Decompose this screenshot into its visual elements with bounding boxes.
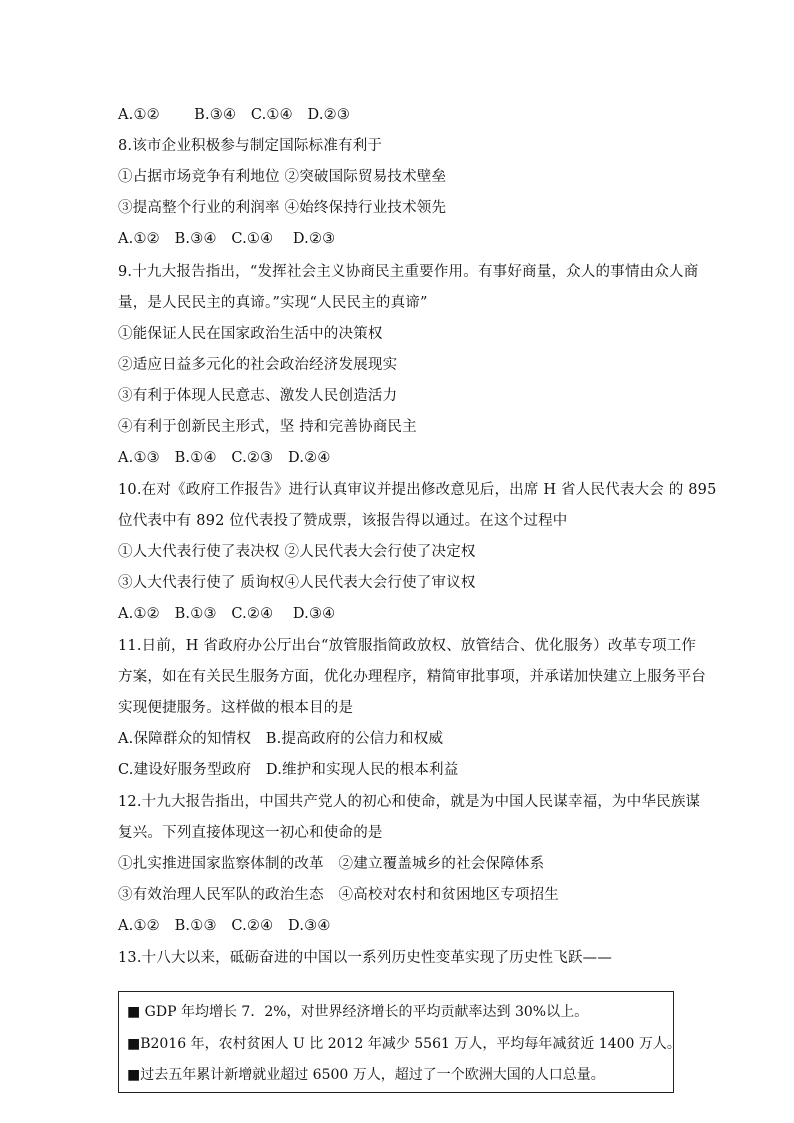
q12-statements-1: ①扎实推进国家监察体制的改革 ②建立覆盖城乡的社会保障体系 bbox=[118, 856, 545, 872]
q8-stem: 8.该市企业积极参与制定国际标准有利于 bbox=[118, 138, 383, 154]
q11-stem-1: 11.日前，H 省政府办公厅出台“放管服指简政放权、放管结合、优化服务）改革专项工作 bbox=[118, 638, 697, 654]
material-item-poverty: ■B2016 年，农村贫困人 U 比 2012 年减少 5561 万人，平均每年减贫近 1400 万人。 bbox=[127, 1036, 681, 1052]
q12-stem-2: 复兴。下列直接体现这一初心和使命的是 bbox=[118, 825, 383, 841]
q8-statements-1: ①占据市场竞争有利地位 ②突破国际贸易技术壁垒 bbox=[118, 169, 447, 185]
q10-statements-2: ③人大代表行使了 质询权④人民代表大会行使了审议权 bbox=[118, 575, 476, 591]
q10-options: A.①② B.①③ C.②④ D.③④ bbox=[118, 606, 336, 622]
q9-statement-4: ④有利于创新民主形式，坚 持和完善协商民主 bbox=[118, 419, 417, 435]
q11-options-2: C.建设好服务型政府 D.维护和实现人民的根本利益 bbox=[118, 762, 459, 778]
q7-options: A.①② B.③④ C.①④ D.②③ bbox=[118, 107, 351, 123]
q9-stem-2: 量，是人民民主的真谛。”实现“人民民主的真谛” bbox=[118, 295, 428, 311]
q13-stem: 13.十八大以来，砥砺奋进的中国以一系列历史性变革实现了历史性飞跃—— bbox=[118, 950, 613, 966]
q12-stem-1: 12.十九大报告指出，中国共产党人的初心和使命，就是为中国人民谋幸福，为中华民族谋 bbox=[118, 794, 701, 810]
q10-statements-1: ①人大代表行使了表决权 ②人民代表大会行使了决定权 bbox=[118, 544, 476, 560]
q9-options: A.①③ B.①④ C.②③ D.②④ bbox=[118, 450, 331, 466]
q8-statements-2: ③提高整个行业的利润率 ④始终保持行业技术领先 bbox=[118, 200, 447, 216]
q9-statement-2: ②适应日益多元化的社会政治经济发展现实 bbox=[118, 357, 398, 373]
q12-options: A.①② B.①③ C.②④ D.③④ bbox=[118, 918, 331, 934]
q13-material-box bbox=[118, 991, 681, 1093]
q11-stem-3: 实现便捷服务。这样做的根本目的是 bbox=[118, 700, 354, 716]
q11-options-1: A.保障群众的知情权 B.提高政府的公信力和权威 bbox=[118, 731, 444, 747]
q9-stem-1: 9.十九大报告指出，“发挥社会主义协商民主重要作用。有事好商量，众人的事情由众人商 bbox=[118, 264, 699, 280]
q10-stem-2: 位代表中有 892 位代表投了赞成票，该报告得以通过。在这个过程中 bbox=[118, 513, 568, 529]
q8-options: A.①② B.③④ C.①④ D.②③ bbox=[118, 231, 336, 247]
q10-stem-1: 10.在对《政府工作报告》进行认真审议并提出修改意见后，出席 H 省人民代表大会 的 895 bbox=[118, 482, 717, 498]
material-item-gdp: ■ GDP 年均增长 7．2%，对世界经济增长的平均贡献率达到 30%以上。 bbox=[127, 1004, 589, 1020]
q9-statement-3: ③有利于体现人民意志、激发人民创造活力 bbox=[118, 388, 398, 404]
material-item-employment: ■过去五年累计新增就业超过 6500 万人，超过了一个欧洲大国的人口总量。 bbox=[127, 1067, 605, 1083]
q9-statement-1: ①能保证人民在国家政治生活中的决策权 bbox=[118, 326, 383, 342]
q12-statements-2: ③有效治理人民军队的政治生态 ④高校对农村和贫困地区专项招生 bbox=[118, 887, 559, 903]
q11-stem-2: 方案，如在有关民生服务方面，优化办理程序，精简审批事项，并承诺加快建立上服务平台 bbox=[118, 669, 706, 685]
